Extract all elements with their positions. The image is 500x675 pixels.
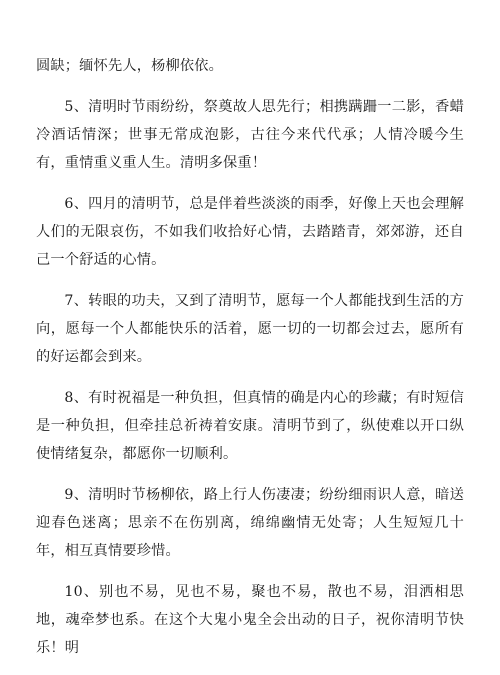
paragraph-6: 6、四月的清明节，总是伴着些淡淡的雨季，好像上天也会理解人们的无限哀伤，不如我们收拾好心情，去踏踏青，郊郊游，还自己一个舒适的心情。	[36, 196, 464, 268]
paragraph-8: 8、有时祝福是一种负担，但真情的确是内心的珍藏；有时短信是一种负担，但牵挂总祈祷着安康。清明节到了，纵使难以开口纵使情绪复杂，都愿你一切顺利。	[36, 390, 464, 462]
paragraph-9: 9、清明时节杨柳依，路上行人伤凄凄；纷纷细雨识人意，暗送迎春色迷离；思亲不在伤别离，绵绵幽情无处寄；人生短短几十年，相互真情要珍惜。	[36, 487, 464, 559]
paragraph-continuation: 圆缺；缅怀先人，杨柳依依。	[36, 58, 224, 74]
paragraph-7: 7、转眼的功夫，又到了清明节，愿每一个人都能找到生活的方向，愿每一个人都能快乐的活着，愿一切的一切都会过去，愿所有的好运都会到来。	[36, 293, 464, 365]
paragraph-10: 10、别也不易，见也不易，聚也不易，散也不易，泪洒相思地，魂牵梦也系。在这个大鬼小鬼全会出动的日子，祝你清明节快乐！明	[36, 584, 464, 656]
document-body	[36, 52, 464, 675]
paragraph-5: 5、清明时节雨纷纷，祭奠故人思先行；相携蹒跚一二影，香蜡冷酒话情深；世事无常成泡影，古往今来代代承；人情冷暖今生有，重情重义重人生。清明多保重！	[36, 99, 464, 171]
